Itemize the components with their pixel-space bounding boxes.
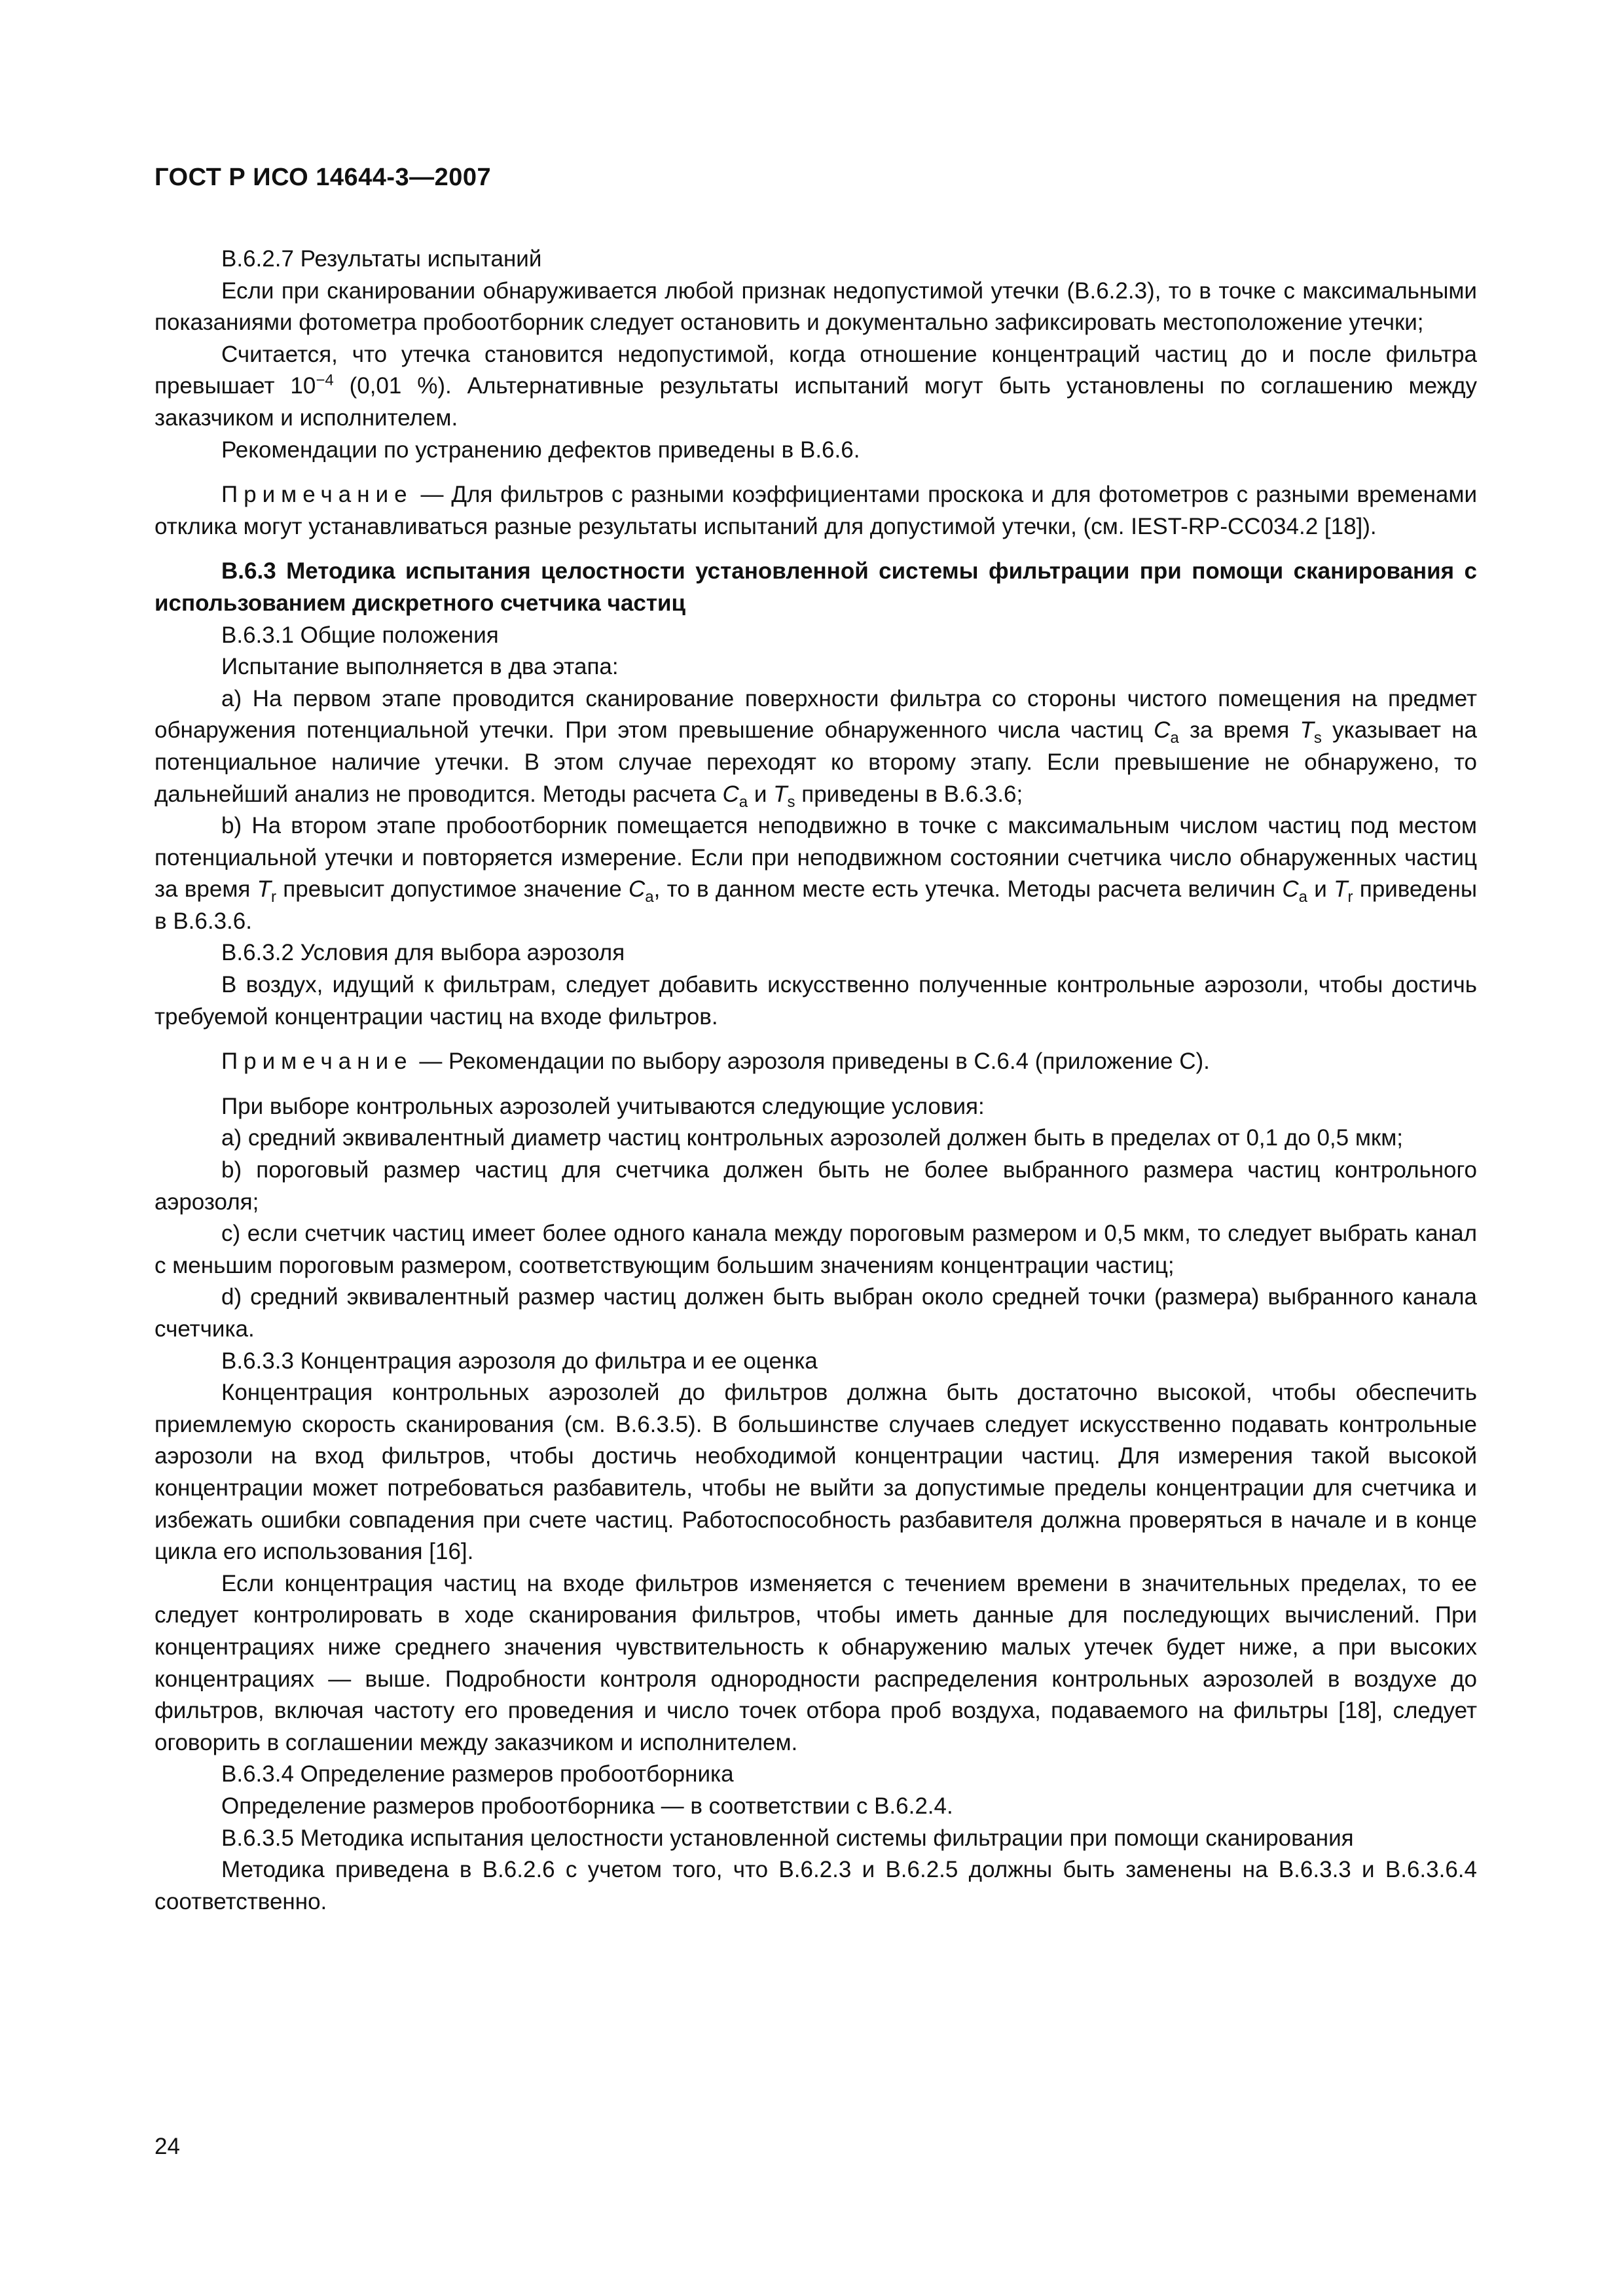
paragraph: Рекомендации по устранению дефектов приведены в В.6.6. bbox=[221, 437, 860, 463]
section-b63-heading: В.6.3 Методика испытания целостности установленной системы фильтрации при помощи сканирования с использованием дискретного счетчика частиц bbox=[155, 558, 1477, 616]
paragraph: Если концентрация частиц на входе фильтров изменяется с течением времени в значительных пределах, то ее следует контролировать в ходе сканирования фильтров, чтобы иметь данные для последующих вычислений. При концентрациях ниже среднего значения чувствительность к обнаружению малых утечек будет ниже, а при высоких концентрациях — выше. Подробности контроля однородности распределения контрольных аэрозолей в воздухе до фильтров, включая частоту его проведения и число точек отбора проб воздуха, подаваемого на фильтры [18], следует оговорить в соглашении между заказчиком и исполнителем. bbox=[155, 1570, 1477, 1755]
paragraph: Методика приведена в В.6.2.6 с учетом того, что В.6.2.3 и В.6.2.5 должны быть заменены на В.6.3.3 и В.6.3.6.4 соответственно. bbox=[155, 1857, 1477, 1914]
list-item: c) если счетчик частиц имеет более одного канала между пороговым размером и 0,5 мкм, то следует выбрать канал с меньшим пороговым размером, соответствующим большим значениям концентрации частиц; bbox=[155, 1221, 1477, 1278]
page-body bbox=[155, 243, 1477, 1918]
note: Примечание — Рекомендации по выбору аэрозоля приведены в С.6.4 (приложение С). bbox=[221, 1049, 1210, 1075]
list-item: d) средний эквивалентный размер частиц должен быть выбран около средней точки (размера) выбранного канала счетчика. bbox=[155, 1284, 1477, 1342]
section-b635-title: В.6.3.5 Методика испытания целостности установленной системы фильтрации при помощи сканирования bbox=[221, 1825, 1354, 1851]
superscript: −4 bbox=[316, 371, 334, 389]
note-label: Примечание bbox=[221, 482, 413, 508]
page-number: 24 bbox=[155, 2134, 180, 2159]
paragraph: При выборе контрольных аэрозолей учитываются следующие условия: bbox=[221, 1093, 985, 1119]
paragraph: Считается, что утечка становится недопустимой, когда отношение концентраций частиц до и после фильтра превышает $10^{-4}$ (0,01 %). Альтернативные результаты испытаний могут быть установлены по соглашению между заказчиком и исполнителем. bbox=[155, 341, 1478, 431]
section-b631-title: В.6.3.1 Общие положения bbox=[221, 622, 499, 648]
document-header: ГОСТ Р ИСО 14644-3—2007 bbox=[155, 164, 492, 191]
list-item: b) На втором этапе пробоотборник помещается неподвижно в точке с максимальным числом частиц под местом потенциальной утечки и повторяется измерение. Если при неподвижном состоянии счетчика число обнаруженных частиц за время $T_r$ превысит допустимое значение $C_a$, то в данном месте есть утечка. Методы расчета величин $C_a$ и $T_r$ приведены в В.6.3.6. bbox=[155, 813, 1478, 934]
list-item: a) средний эквивалентный диаметр частиц контрольных аэрозолей должен быть в пределах от 0,1 до 0,5 мкм; bbox=[221, 1125, 1403, 1151]
list-item: a) На первом этапе проводится сканирование поверхности фильтра со стороны чистого помещения на предмет обнаружения потенциальной утечки. При этом превышение обнаруженного числа частиц $C_a$ за время $T_s$ указывает на потенциальное наличие утечки. В этом случае переходят ко второму этапу. Если превышение не обнаружено, то дальнейший анализ не проводится. Методы расчета $C_a$ и $T_s$ приведены в В.6.3.6; bbox=[155, 685, 1477, 811]
paragraph: В воздух, идущий к фильтрам, следует добавить искусственно полученные контрольные аэрозоли, чтобы достичь требуемой концентрации частиц на входе фильтров. bbox=[155, 972, 1477, 1030]
section-b634-title: В.6.3.4 Определение размеров пробоотборника bbox=[221, 1761, 734, 1787]
note-label: Примечание bbox=[221, 1049, 413, 1075]
paragraph: Концентрация контрольных аэрозолей до фильтров должна быть достаточно высокой, чтобы обеспечить приемлемую скорость сканирования (см. В.6.3.5). В большинстве случаев следует искусственно подавать контрольные аэрозоли на вход фильтров, чтобы достичь необходимой концентрации частиц. Для измерения такой высокой концентрации может потребоваться разбавитель, чтобы не выйти за допустимые пределы концентрации для счетчика и избежать ошибки совпадения при счете частиц. Работоспособность разбавителя должна проверяться в начале и в конце цикла его использования [16]. bbox=[155, 1380, 1477, 1565]
paragraph: Если при сканировании обнаруживается любой признак недопустимой утечки (В.6.2.3), то в точке с максимальными показаниями фотометра пробоотборник следует остановить и документально зафиксировать местоположение утечки; bbox=[155, 278, 1477, 336]
section-b632-title: В.6.3.2 Условия для выбора аэрозоля bbox=[221, 940, 625, 966]
paragraph: Определение размеров пробоотборника — в соответствии с В.6.2.4. bbox=[221, 1793, 953, 1819]
note: Примечание — Для фильтров с разными коэффициентами проскока и для фотометров с разными временами отклика могут устанавливаться разные результаты испытаний для допустимой утечки, (см. IEST-RP-CC034.2 [18]). bbox=[155, 482, 1477, 539]
list-item: b) пороговый размер частиц для счетчика должен быть не более выбранного размера частиц контрольного аэрозоля; bbox=[155, 1157, 1477, 1215]
section-b627-title: В.6.2.7 Результаты испытаний bbox=[221, 246, 542, 272]
paragraph: Испытание выполняется в два этапа: bbox=[221, 654, 619, 680]
section-b633-title: В.6.3.3 Концентрация аэрозоля до фильтра и ее оценка bbox=[221, 1348, 818, 1374]
